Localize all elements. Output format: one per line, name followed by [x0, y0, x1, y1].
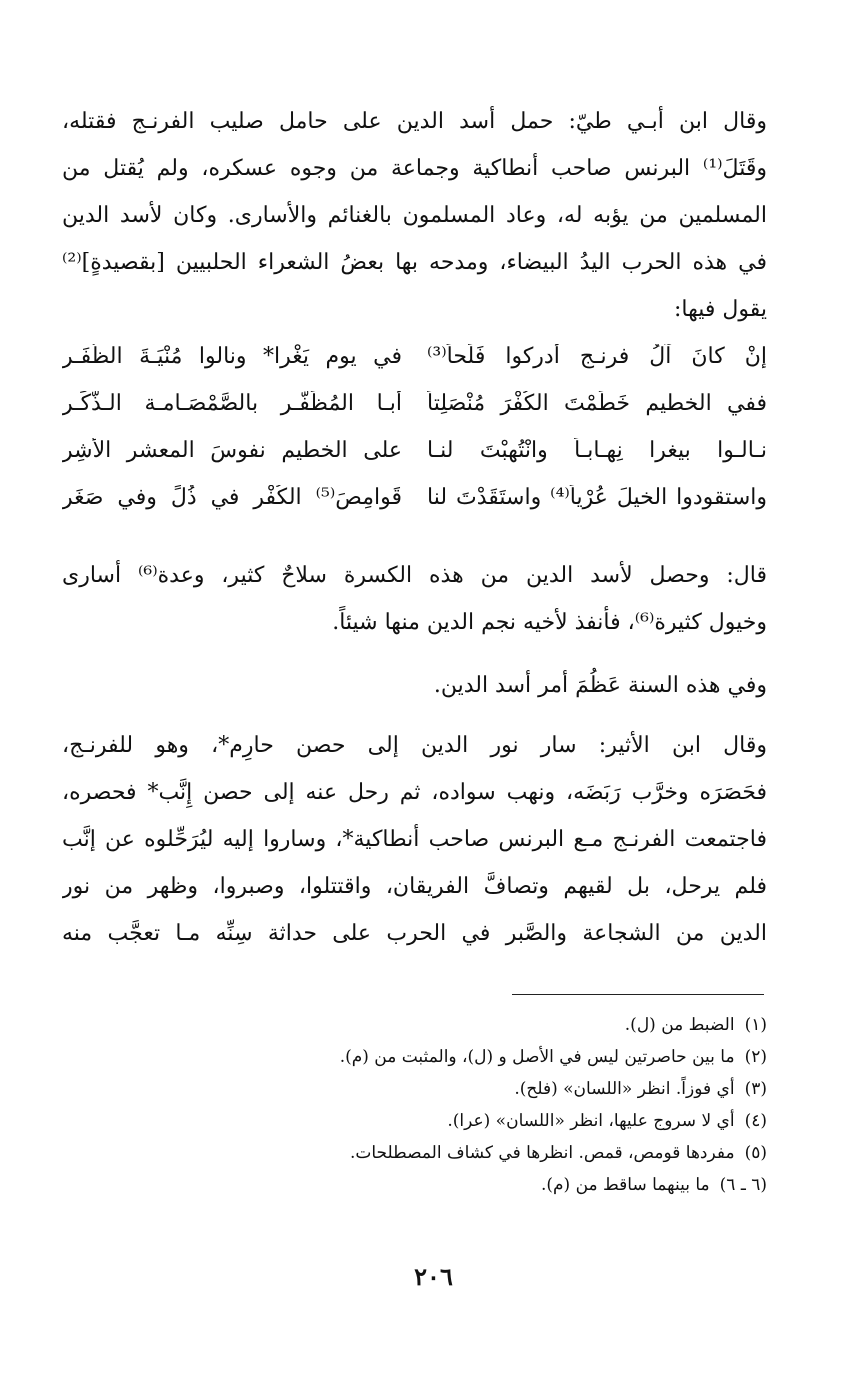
poem-verse	[62, 344, 767, 391]
footnote-text: ما بينهما ساقط من (م).	[540, 1175, 710, 1195]
footnote-number: (٤)	[744, 1111, 767, 1131]
footnote-text: أي فوزاً. انظر «اللسان» (فلح).	[514, 1079, 735, 1099]
verse-first-hemistich: نـالـوا بيغرا نِهـابـاً وانْتُهِبْتَ لنـا	[427, 438, 767, 463]
footnote-number: (٢)	[744, 1047, 767, 1067]
verse-second-hemistich: على الخطيمِ نفوسَ المعشر الأَشِرِ	[62, 438, 402, 463]
text-line: وخيول كثيرة⁽⁶⁾، فأنفذ لأخيه نجم الدين منها شيئاً.	[332, 610, 767, 635]
text-line: المسلمين من يؤبه له، وعاد المسلمون بالغنائم والأسارى. وكان لأسد الدين	[62, 203, 767, 228]
paragraph-spoils	[62, 552, 767, 646]
text-line: قال: وحصل لأسد الدين من هذه الكسرة سلاحٌ كثير، وعدة⁽⁶⁾ أسارى	[62, 563, 767, 588]
poem-verse	[62, 438, 767, 485]
verse-second-hemistich: في يوم يَغْرا* ونالوا مُنْيَـةَ الظَّفَـرِ	[62, 344, 402, 369]
poem-verse	[62, 485, 767, 532]
footnote	[120, 1105, 767, 1137]
footnotes	[120, 1009, 767, 1201]
verse-second-hemistich: أبـا المُظَفَّـرِ بالصَّمْصَـامـة الـذَّكَـرِ	[62, 391, 402, 416]
text-line: وقال ابن أبـي طيّ: حمل أسد الدين على حامل صليب الفرنـج فقتله،	[62, 109, 767, 134]
footnote-number: (٣)	[744, 1079, 767, 1099]
text-line: في هذه الحرب اليدُ البيضاء، ومدحه بها بعضُ الشعراء الحلبيين [بقصيدةٍ]⁽²⁾	[62, 250, 767, 275]
poem-verse	[62, 391, 767, 438]
footnote-text: أي لا سروج عليها، انظر «اللسان» (عرا).	[447, 1111, 735, 1131]
footnote-text: مفردها قومص، قمص. انظرها في كشاف المصطلحات.	[349, 1143, 735, 1163]
verse-first-hemistich: إنْ كانَ آلُ فرنـجٍ أدركوا فَلَحاً⁽³⁾	[427, 344, 767, 369]
footnote	[120, 1137, 767, 1169]
text-line: فلم يرحل، بل لقيهم وتصافَّ الفريقان، واقتتلوا، وصبروا، وظهر من نور	[62, 874, 767, 899]
page-number: ٢٠٦	[414, 1262, 453, 1291]
footnote-number: (١)	[744, 1015, 767, 1035]
text-line: وقَتَلَ⁽¹⁾ البرنس صاحب أنطاكية وجماعة من وجوه عسكره، ولم يُقتل من	[62, 156, 767, 181]
text-line: وفي هذه السنة عَظُمَ أمر أسد الدين.	[433, 673, 767, 698]
footnote	[120, 1169, 767, 1201]
text-line: يقول فيها:	[673, 297, 767, 322]
verse-first-hemistich: ففي الخطيم خَطَمْتَ الكُفْرَ مُنْصَلِتاً	[427, 391, 767, 416]
footnote-separator	[512, 994, 764, 995]
verse-second-hemistich: قَوامِصَ⁽⁵⁾ الكُفْرِ في ذُلٍّ وفي صَغَرِ	[62, 485, 402, 510]
text-line: فاجتمعت الفرنـج مـع البرنس صاحب أنطاكية*، وساروا إليه ليُرَحِّلوه عن إنَّب	[62, 827, 767, 852]
text-line: فحَصَرَه وخرَّب رَبَضَه، ونهب سواده، ثم رحل عنه إلى حصن إِنَّب* فحصره،	[62, 780, 767, 805]
footnote-text: الضبط من (ل).	[624, 1015, 735, 1035]
paragraph-year	[62, 662, 767, 709]
text-line: وقال ابن الأثير: سار نور الدين إلى حصن حارِم*، وهو للفرنـج،	[62, 733, 767, 758]
paragraph-ibn-al-athir	[62, 722, 767, 957]
footnote	[120, 1073, 767, 1105]
paragraph-ibn-abi-tayy	[62, 98, 767, 333]
footnote-text: ما بين حاصرتين ليس في الأصل و (ل)، والمثبت من (م).	[339, 1047, 735, 1067]
footnote-number: (٦ ـ ٦)	[719, 1175, 767, 1195]
poem	[62, 344, 767, 532]
footnote-number: (٥)	[744, 1143, 767, 1163]
footnote	[120, 1009, 767, 1041]
footnote	[120, 1041, 767, 1073]
verse-first-hemistich: واستقودوا الخيلَ عُرْياً⁽⁴⁾ واستَقَدْتَ لنا	[427, 485, 767, 510]
text-line: الدين من الشجاعة والصَّبر في الحرب على حداثة سِنِّه مـا تعجَّب منه	[62, 921, 767, 946]
